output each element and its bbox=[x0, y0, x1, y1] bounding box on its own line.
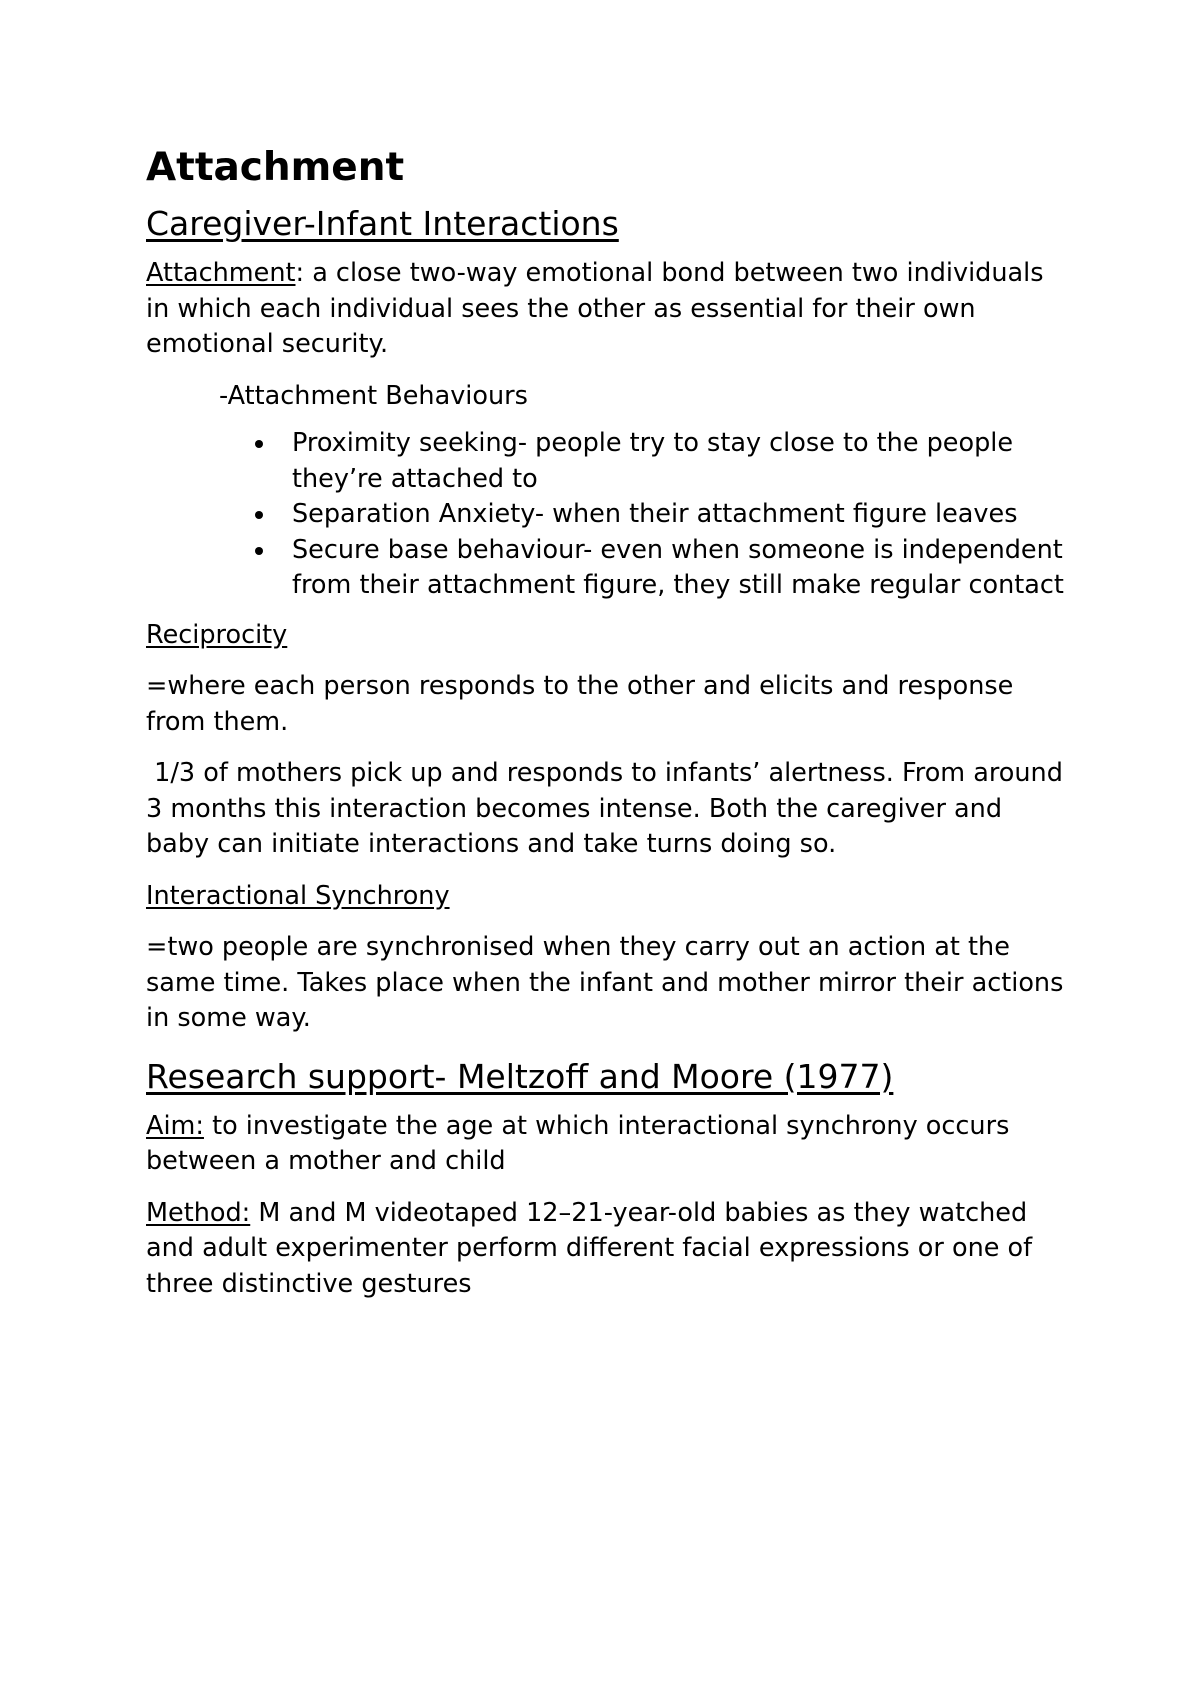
attachment-behaviours-label: -Attachment Behaviours bbox=[219, 380, 528, 411]
synchrony-heading bbox=[146, 879, 1066, 915]
synchrony-heading-text: Interactional Synchrony bbox=[146, 880, 450, 911]
aim-label: Aim: bbox=[146, 1110, 204, 1141]
section-heading-research-support: Research support- Meltzoff and Moore (1977) bbox=[146, 1056, 894, 1096]
list-item bbox=[292, 497, 1066, 533]
attachment-behaviours-list bbox=[146, 426, 1066, 604]
list-item bbox=[292, 533, 1066, 604]
synchrony-definition: =two people are synchronised when they carry out an action at the same time. Takes place when the infant and mother mirror their actions in some way. bbox=[146, 932, 1064, 1033]
method-text: M and M videotaped 12–21-year-old babies as they watched and adult experimenter perform different facial expressions or one of three distinctive gestures bbox=[146, 1197, 1033, 1299]
behaviour-text: Secure base behaviour- even when someone is independent from their attachment figure, they still make regular contact bbox=[292, 534, 1064, 600]
bullet-icon bbox=[255, 511, 263, 519]
list-item bbox=[292, 426, 1066, 497]
reciprocity-definition: =where each person responds to the other and elicits and response from them. bbox=[146, 671, 1014, 737]
method-label: Method: bbox=[146, 1197, 251, 1228]
aim-paragraph bbox=[146, 1109, 1066, 1180]
reciprocity-heading bbox=[146, 618, 1066, 654]
attachment-definition-text: : a close two-way emotional bond between two individuals in which each individual sees the other as essential for their own emotional security. bbox=[146, 258, 1044, 359]
attachment-term: Attachment bbox=[146, 258, 296, 288]
section-heading-caregiver-infant: Caregiver-Infant Interactions bbox=[146, 204, 619, 243]
behaviour-text: Proximity seeking- people try to stay close to the people they’re attached to bbox=[292, 428, 1014, 494]
reciprocity-heading-text: Reciprocity bbox=[146, 619, 288, 650]
method-paragraph bbox=[146, 1196, 1066, 1303]
attachment-definition bbox=[146, 256, 1066, 363]
behaviour-text: Separation Anxiety- when their attachment figure leaves bbox=[292, 499, 1018, 529]
bullet-icon bbox=[255, 547, 263, 555]
document-page bbox=[146, 140, 1072, 1318]
aim-text: to investigate the age at which interactional synchrony occurs between a mother and child bbox=[146, 1110, 1010, 1176]
bullet-icon bbox=[255, 440, 263, 448]
reciprocity-detail: 1/3 of mothers pick up and responds to infants’ alertness. From around 3 months this interaction becomes intense. Both the caregiver and baby can initiate interactions and take turns doing so. bbox=[146, 758, 1072, 859]
document-title: Attachment bbox=[146, 145, 405, 190]
